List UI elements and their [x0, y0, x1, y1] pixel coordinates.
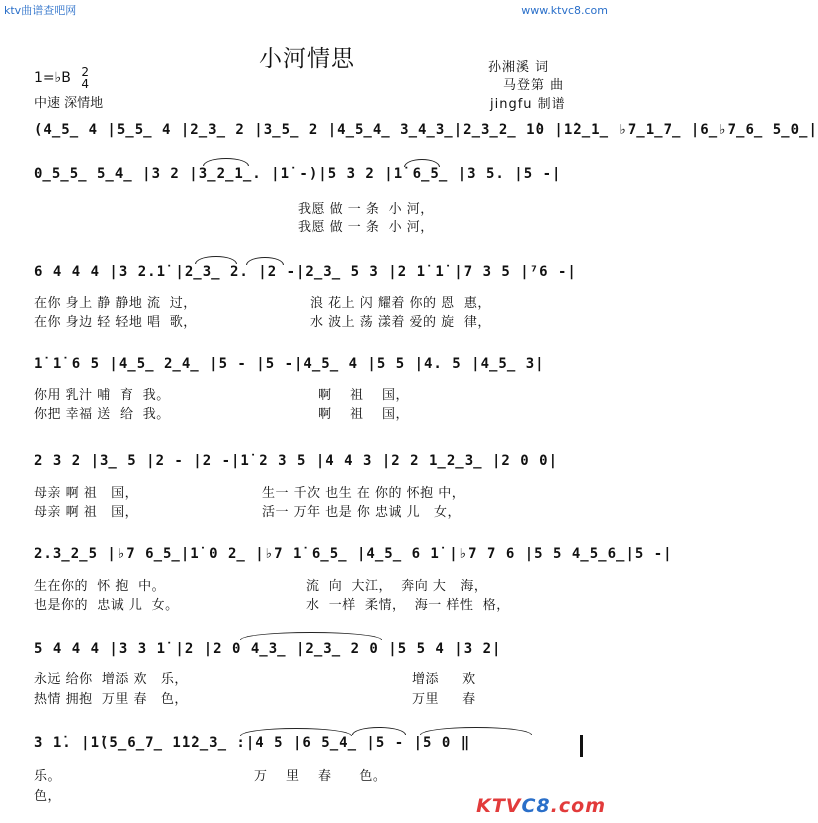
lyric-line: 浪 花上 闪 耀着 你的 恩 惠，	[310, 296, 491, 311]
score-line-8: 3 1̇. |1̇(5̲6̲7̲ 1̇1̇2̲3̲ :|4 5 |6 5̲4̲ |5 - |5 0 ‖	[34, 735, 471, 751]
slur-mark	[203, 158, 249, 166]
key-label: 1=♭B	[34, 70, 71, 86]
lyric-line: 啊 祖 国，	[318, 407, 410, 422]
score-line-3: 6 4 4 4 |3 2.1̇ |2̲3̲ 2. |2 -|2̲3̲ 5 3 |2 1̇ 1̇ |7 3 5 |⁷6 -|	[34, 264, 577, 280]
lyric-line: 流 向 大江， 奔向 大 海，	[306, 579, 488, 594]
score-line-2: 0̲5̲5̲ 5̲4̲ |3 2 |3̲2̲1̲. |1̇ -)|5 3 2 |1̇ 6̲5̲ |3 5. |5 -|	[34, 166, 562, 182]
final-barline	[580, 735, 583, 757]
song-title: 小河情思	[259, 46, 355, 72]
tempo-marking: 中速 深情地	[34, 96, 104, 111]
lyric-line: 增添 欢	[412, 672, 476, 687]
lyricist-credit: 孙湘溪 词	[488, 60, 550, 75]
time-signature	[81, 66, 89, 90]
lyric-line: 万里 春	[412, 692, 476, 707]
time-bottom: 4	[81, 77, 89, 91]
lyric-line: 我愿 做 一 条 小 河，	[298, 202, 434, 217]
slur-mark	[195, 256, 237, 264]
lyric-line: 我愿 做 一 条 小 河，	[298, 220, 434, 235]
score-line-5: 2 3 2 |3̲ 5 |2 - |2 -|1̇ 2 3 5 |4 4 3 |2 2 1̲2̲3̲ |2 0 0|	[34, 453, 559, 469]
composer-credit: 马登第 曲	[503, 78, 565, 93]
logo-text: KTV	[476, 795, 522, 817]
lyric-line: 生在你的 怀 抱 中。	[34, 579, 166, 594]
lyric-line: 在你 身边 轻 轻地 唱 歌，	[34, 315, 197, 330]
lyric-line: 你用 乳汁 哺 育 我。	[34, 388, 170, 403]
lyric-line: 在你 身上 静 静地 流 过，	[34, 296, 197, 311]
slur-mark	[240, 632, 382, 640]
score-line-1: (4̲5̲ 4 |5̲5̲ 4 |2̲3̲ 2 |3̲5̲ 2 |4̲5̲4̲ 3̲4̲3̲|2̲3̲2̲ 1̇0 |1̇2̲1̲ ♭7̲1̲7̲ |6̲♭7̲6̲ 5̲0̲|	[34, 122, 818, 138]
lyric-line: 啊 祖 国，	[318, 388, 410, 403]
slur-mark	[352, 727, 406, 735]
slur-mark	[404, 159, 440, 167]
site-logo	[476, 795, 606, 817]
site-url: www.ktvc8.com	[521, 4, 608, 17]
score-line-7: 5 4 4 4 |3 3 1̇ |2 |2 0 4̲3̲ |2̲3̲ 2 0 |5 5 4 |3 2|	[34, 641, 502, 657]
slur-mark	[240, 728, 352, 736]
site-watermark: ktv曲谱查吧网	[4, 4, 77, 17]
lyric-line: 母亲 啊 祖 国，	[34, 505, 139, 520]
lyric-line: 水 波上 荡 漾着 爱的 旋 律，	[310, 315, 491, 330]
lyric-line: 也是你的 忠诚 儿 女。	[34, 598, 179, 613]
score-line-4: 1̇ 1̇ 6 5 |4̲5̲ 2̲4̲ |5 - |5 -|4̲5̲ 4 |5 5 |4. 5 |4̲5̲ 3|	[34, 356, 545, 372]
transcriber-credit: jingfu 制谱	[490, 97, 566, 112]
lyric-line: 母亲 啊 祖 国，	[34, 486, 139, 501]
lyric-line: 你把 幸福 送 给 我。	[34, 407, 170, 422]
logo-number: C8	[521, 795, 551, 817]
lyric-line: 活一 万年 也是 你 忠诚 儿 女，	[262, 505, 462, 520]
lyric-line: 万 里 春 色。	[254, 769, 387, 784]
key-signature	[34, 66, 89, 90]
lyric-line: 生一 千次 也生 在 你的 怀抱 中，	[262, 486, 466, 501]
slur-mark	[420, 727, 532, 735]
lyric-line: 永远 给你 增添 欢 乐，	[34, 672, 188, 687]
slur-mark	[246, 257, 284, 265]
logo-suffix: .com	[550, 795, 606, 817]
lyric-line: 热情 拥抱 万里 春 色，	[34, 692, 188, 707]
lyric-line: 乐。	[34, 769, 62, 784]
lyric-line: 色，	[34, 789, 62, 804]
time-top: 2	[81, 65, 89, 79]
score-line-6: 2.3̲2̲5 |♭7 6̲5̲|1̇ 0 2̲ |♭7 1̇ 6̲5̲ |4̲5̲ 6 1̇ |♭7 7 6 |5 5 4̲5̲6̲|5 -|	[34, 546, 673, 562]
lyric-line: 水 一样 柔情， 海一 样性 格，	[306, 598, 510, 613]
